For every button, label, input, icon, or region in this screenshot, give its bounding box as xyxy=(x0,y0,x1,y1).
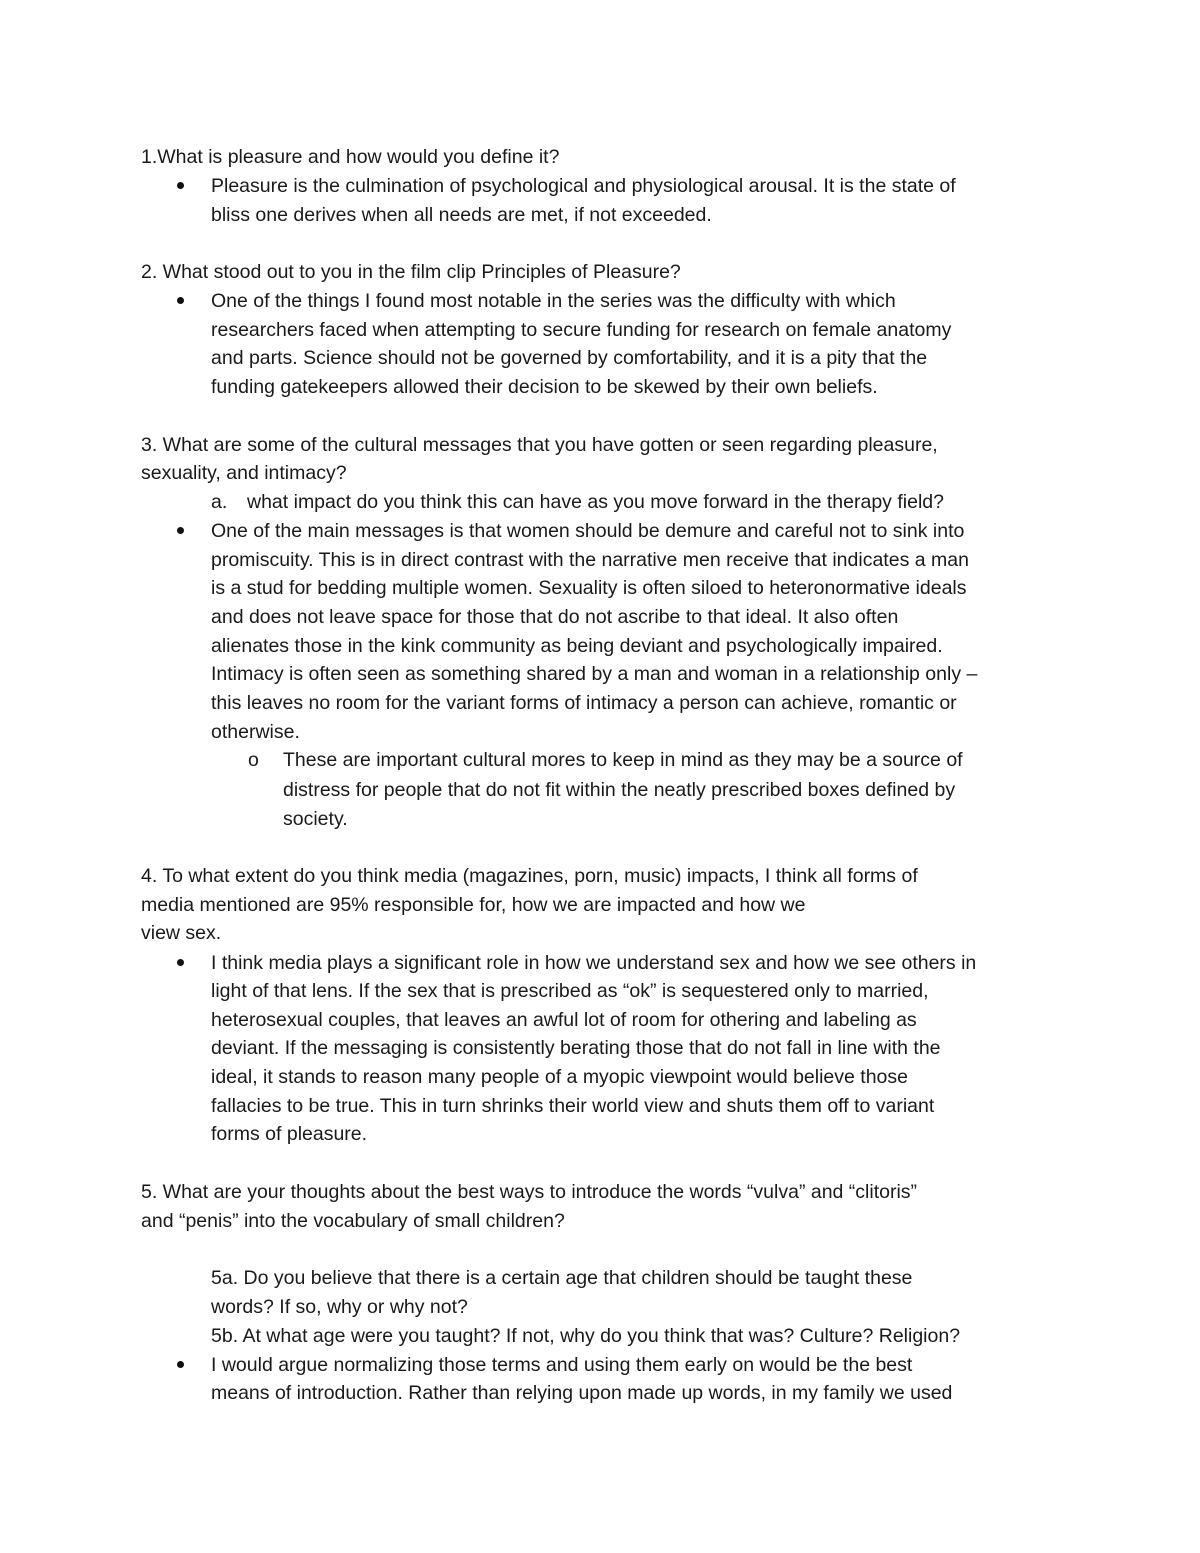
bullet-icon xyxy=(177,182,184,189)
question-4-line-2: media mentioned are 95% responsible for, how we are impacted and how we xyxy=(141,894,806,916)
answer-2-line-3: and parts. Science should not be governed by comfortability, and it is a pity that the xyxy=(211,347,928,369)
sub-question-marker: a. xyxy=(211,491,228,513)
answer-5-line-1: I would argue normalizing those terms and using them early on would be the best xyxy=(211,1354,913,1376)
question-4-line-1: 4. To what extent do you think media (magazines, porn, music) impacts, I think all forms of xyxy=(141,865,918,887)
answer-2-line-4: funding gatekeepers allowed their decision to be skewed by their own beliefs. xyxy=(211,376,878,398)
answer-4-line-5: ideal, it stands to reason many people of a myopic viewpoint would believe those xyxy=(211,1066,908,1088)
answer-2-line-1: One of the things I found most notable in the series was the difficulty with which xyxy=(211,290,896,312)
question-3a: what impact do you think this can have as you move forward in the therapy field? xyxy=(247,491,944,513)
question-5-line-1: 5. What are your thoughts about the best ways to introduce the words “vulva” and “clitoris” xyxy=(141,1181,918,1203)
question-3-line-2: sexuality, and intimacy? xyxy=(141,462,347,484)
bullet-icon xyxy=(177,527,184,534)
answer-4-line-6: fallacies to be true. This in turn shrinks their world view and shuts them off to variant xyxy=(211,1095,935,1117)
answer-4-line-3: heterosexual couples, that leaves an awful lot of room for othering and labeling as xyxy=(211,1009,917,1031)
bullet-icon xyxy=(177,959,184,966)
answer-5-line-2: means of introduction. Rather than relying upon made up words, in my family we used xyxy=(211,1382,953,1404)
answer-3-line-7: this leaves no room for the variant forms of intimacy a person can achieve, romantic or xyxy=(211,692,957,714)
answer-3-line-6: Intimacy is often seen as something shared by a man and woman in a relationship only – xyxy=(211,663,978,685)
answer-3-line-4: and does not leave space for those that do not ascribe to that ideal. It also often xyxy=(211,606,899,628)
bullet-icon xyxy=(177,297,184,304)
question-5-line-2: and “penis” into the vocabulary of small children? xyxy=(141,1210,565,1232)
answer-4-line-2: light of that lens. If the sex that is prescribed as “ok” is sequestered only to married, xyxy=(211,980,929,1002)
sub-answer-3-line-2: distress for people that do not fit within the neatly prescribed boxes defined by xyxy=(283,779,956,801)
answer-3-line-8: otherwise. xyxy=(211,721,300,743)
answer-1-line-2: bliss one derives when all needs are met, if not exceeded. xyxy=(211,204,712,226)
question-3-line-1: 3. What are some of the cultural messages that you have gotten or seen regarding pleasure, xyxy=(141,434,938,456)
answer-3-line-1: One of the main messages is that women should be demure and careful not to sink into xyxy=(211,520,965,542)
question-4-line-3: view sex. xyxy=(141,922,222,944)
answer-4-line-7: forms of pleasure. xyxy=(211,1123,368,1145)
bullet-icon xyxy=(177,1361,184,1368)
question-5b: 5b. At what age were you taught? If not, why do you think that was? Culture? Religion? xyxy=(211,1325,961,1347)
sub-answer-3-line-1: These are important cultural mores to keep in mind as they may be a source of xyxy=(283,749,963,771)
answer-4-line-1: I think media plays a significant role in how we understand sex and how we see others in xyxy=(211,952,977,974)
question-2: 2. What stood out to you in the film clip Principles of Pleasure? xyxy=(141,261,681,283)
sub-answer-3-line-3: society. xyxy=(283,808,348,830)
answer-3-line-5: alienates those in the kink community as being deviant and psychologically impaired. xyxy=(211,635,943,657)
sub-bullet-marker: o xyxy=(248,749,259,771)
question-5a-line-1: 5a. Do you believe that there is a certain age that children should be taught these xyxy=(211,1267,913,1289)
answer-3-line-2: promiscuity. This is in direct contrast with the narrative men receive that indicates a man xyxy=(211,549,969,571)
answer-2-line-2: researchers faced when attempting to secure funding for research on female anatomy xyxy=(211,319,952,341)
answer-3-line-3: is a stud for bedding multiple women. Sexuality is often siloed to heteronormative ideals xyxy=(211,577,967,599)
question-1: 1.What is pleasure and how would you define it? xyxy=(141,146,560,168)
question-5a-line-2: words? If so, why or why not? xyxy=(211,1296,468,1318)
answer-1-line-1: Pleasure is the culmination of psychological and physiological arousal. It is the state of xyxy=(211,175,956,197)
answer-4-line-4: deviant. If the messaging is consistently berating those that do not fall in line with the xyxy=(211,1037,941,1059)
